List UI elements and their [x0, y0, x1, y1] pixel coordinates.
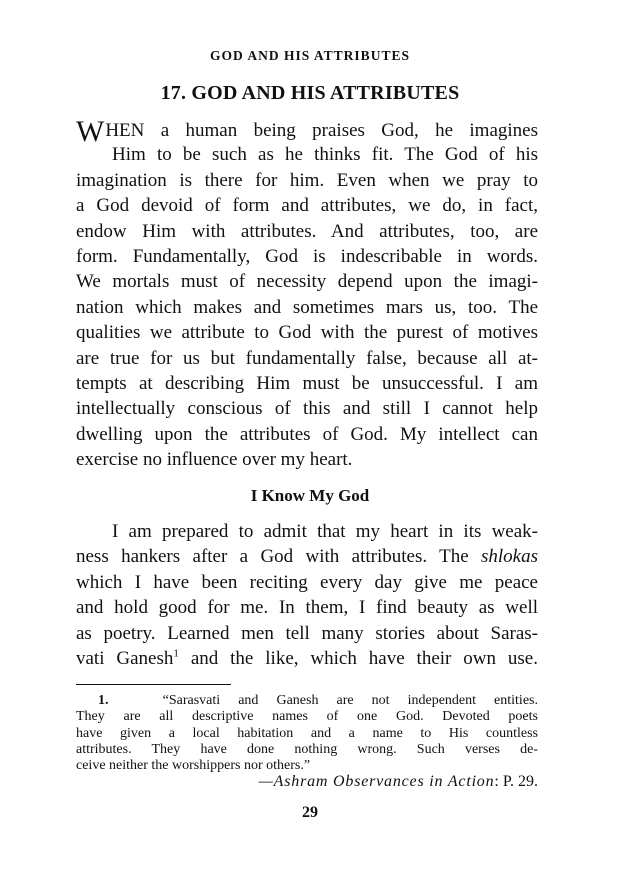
footnote-marker: 1 [173, 647, 179, 660]
paragraph-1-line: exercise no influence over my heart. [76, 449, 353, 471]
footnote-number: 1. [98, 693, 109, 708]
footnote-text: “Sarasvati and Ganesh are not independent entities. [162, 693, 538, 708]
running-head: GOD AND HIS ATTRIBUTES [210, 48, 410, 63]
paragraph-1-line: nation which makes and sometimes mars us, too. The [76, 296, 538, 318]
paragraph-2-line: and hold good for me. In them, I find beauty as well [76, 597, 538, 619]
paragraph-1-line: dwelling upon the attributes of God. My intellect can [76, 423, 538, 445]
footnote-line: They are all descriptive names of one God. Devoted poets [76, 709, 538, 725]
shlokas-term: shlokas [481, 546, 538, 568]
paragraph-2-text: ness hankers after a God with attributes. The [76, 546, 469, 568]
footnote-line: ceive neither the worshippers nor others.” [76, 758, 311, 774]
paragraph-2-text: vati Ganesh [76, 647, 174, 669]
chapter-title: 17. GOD AND HIS ATTRIBUTES [160, 82, 460, 104]
paragraph-1-line [76, 115, 538, 148]
paragraph-1-line: are true for us but fundamentally false, because all at- [76, 347, 538, 369]
paragraph-2-line [76, 646, 538, 671]
paragraph-1-line: tempts at describing Him must be unsuccessful. I am [76, 372, 538, 394]
footnote-source [76, 773, 538, 791]
footnote [76, 693, 538, 774]
paragraph-2 [76, 519, 538, 671]
paragraph-2-line: which I have been reciting every day give me peace [76, 571, 538, 593]
paragraph-1-line: intellectually conscious of this and still I cannot help [76, 398, 538, 420]
footnote-line: attributes. They have done nothing wrong. Such verses de- [76, 741, 538, 757]
first-line-text: HEN a human being praises God, he imagines [105, 120, 538, 141]
paragraph-1-line: endow Him with attributes. And attributes, too, are [76, 220, 538, 242]
paragraph-1-line: Him to be such as he thinks fit. The God of his [112, 144, 538, 166]
paragraph-2-text: and the like, which have their own use. [190, 647, 538, 669]
paragraph-1-line: a God devoid of form and attributes, we do, in fact, [76, 195, 538, 217]
paragraph-1-line: qualities we attribute to God with the purest of motives [76, 322, 538, 344]
paragraph-2-line: I am prepared to admit that my heart in its weak- [112, 521, 538, 542]
footnote-divider [76, 684, 231, 685]
paragraph-1 [76, 117, 538, 472]
source-title: —Ashram Observances in Action [258, 773, 495, 790]
paragraph-1-line: We mortals must of necessity depend upon the imagi- [76, 271, 538, 293]
footnote-line: have given a local habitation and a name to His countless [76, 725, 538, 741]
source-page: : P. 29. [494, 773, 538, 790]
footnote-line [76, 693, 538, 709]
page-number: 29 [302, 804, 318, 821]
paragraph-1-line: imagination is there for him. Even when we pray to [76, 169, 538, 191]
paragraph-2-line: as poetry. Learned men tell many stories about Saras- [76, 622, 538, 644]
paragraph-2-line [76, 544, 538, 569]
section-heading: I Know My God [250, 486, 370, 505]
paragraph-1-line: form. Fundamentally, God is indescribable in words. [76, 245, 538, 267]
drop-cap: W [76, 115, 105, 148]
